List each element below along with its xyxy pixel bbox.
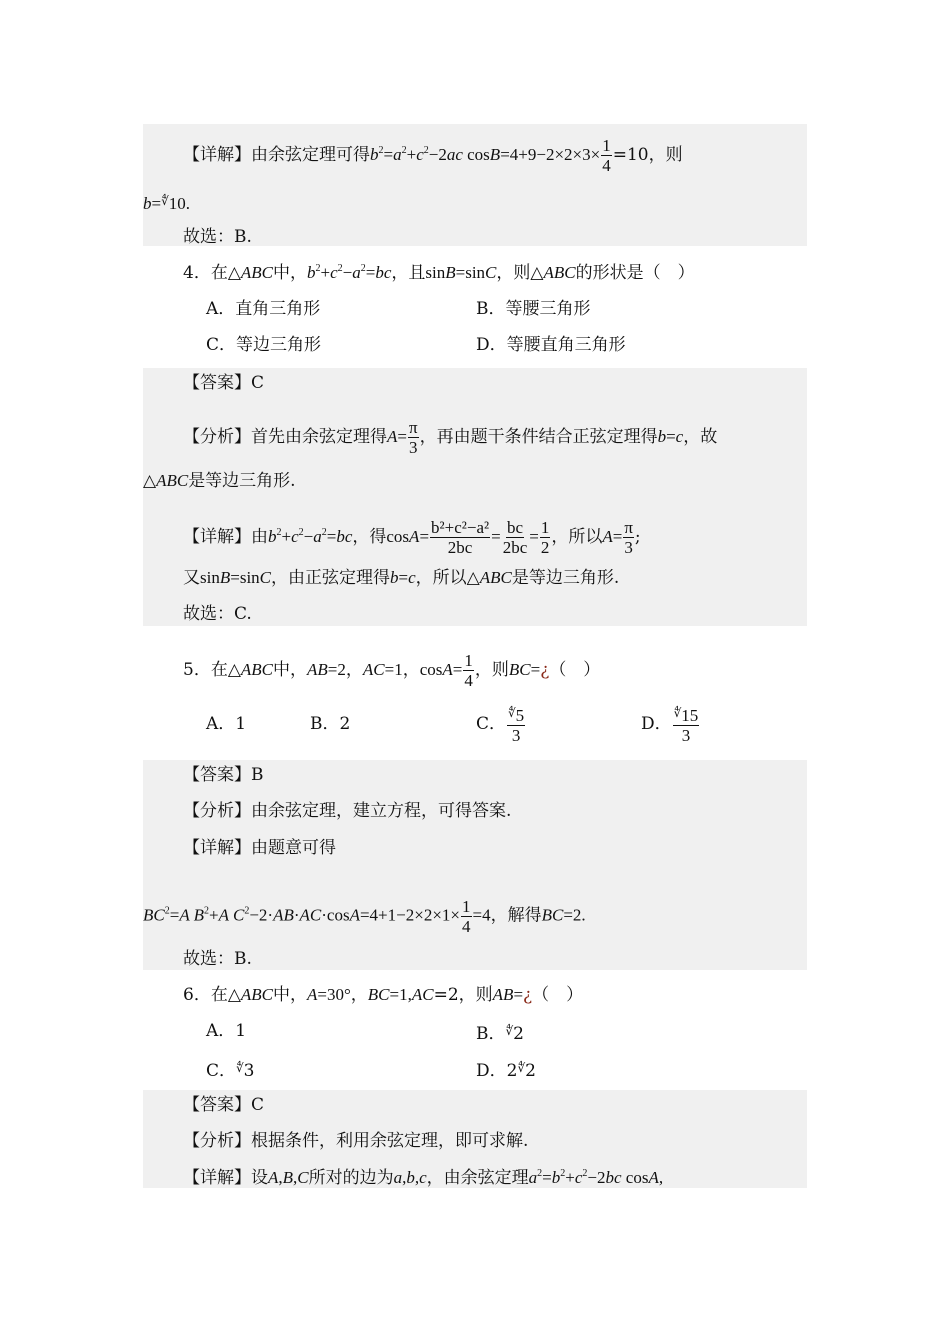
solution-band-q5: [143, 760, 807, 970]
q4-option-b[interactable]: B．等腰三角形: [476, 299, 591, 319]
q4-answer-value: C: [251, 373, 265, 393]
q5-option-d[interactable]: D． $\frac{^∜15}{3}$: [641, 706, 699, 745]
q3-b-value: 10: [168, 194, 186, 213]
q4-option-a[interactable]: A．直角三角形: [206, 299, 321, 319]
q6-answer: 【答案】C: [183, 1095, 265, 1115]
q5-quarter-fraction: $\frac{1}{4}$: [464, 651, 473, 690]
q4-pi-fraction: $\frac{\pi}{3}$: [408, 418, 418, 457]
q4-analysis-line2: △ABC是等边三角形.: [143, 471, 296, 491]
q6-analysis: 【分析】根据条件，利用余弦定理，即可求解.: [183, 1131, 529, 1151]
q6-option-a[interactable]: A．1: [206, 1021, 247, 1041]
q4-option-d[interactable]: D．等腰直角三角形: [476, 335, 626, 355]
q5-formula: $BC^2=A$ $B^2+A$ $C^2-2\cdot AB\cdot AC\cdot\cos A=4+1-2\times 2\times 1\times$ $\frac{1}{4}$ =4，解得BC=2.: [143, 897, 586, 936]
q5-choose: 故选：B.: [183, 949, 252, 969]
radical-icon: ∜: [673, 706, 682, 720]
q4-pi-fraction-2: $\frac{\pi}{3}$: [624, 518, 633, 557]
q4-detail-line2: 又sinB=sinC，由正弦定理得b=c，所以△ABC是等边三角形.: [183, 568, 620, 588]
q6-answer-value: C: [251, 1095, 265, 1115]
q4-answer: 【答案】C: [183, 373, 265, 393]
q6-option-d[interactable]: D．2∜2: [476, 1061, 536, 1081]
q5-option-a[interactable]: A．1: [206, 714, 247, 734]
q3-choose: 故选：B.: [183, 227, 252, 247]
q5-option-c[interactable]: C． $\frac{^∜5}{3}$: [476, 706, 525, 745]
q3-result: =10，则: [612, 145, 683, 165]
q4-choose: 故选：C.: [183, 604, 252, 624]
q4-detail: 【详解】由$b^2+c^2-a^2=bc$，得cosA= $\frac{\text{b²+c²−a²}}{2bc}$ = $\frac{bc}{2bc}$ = $\frac{1}{2}$ ，所以A= $\frac{\pi}{3}$ ;: [183, 518, 641, 557]
q3-detail-line: [183, 136, 683, 175]
q6-option-c[interactable]: C．∜3: [206, 1061, 255, 1081]
q5-garbled-char: ¿: [540, 660, 550, 680]
q6-stem: 6．在△ABC中，A=30°，BC=1,AC=2，则AB=¿（ ）: [183, 985, 584, 1005]
q4-stem: 4．在△ABC中，$b^2+c^2-a^2=bc$，且sinB=sinC，则△ABC的形状是（ ）: [183, 263, 695, 283]
q4-option-c[interactable]: C．等边三角形: [206, 335, 322, 355]
q5-detail: 【详解】由题意可得: [183, 838, 336, 858]
radical-icon: ∜: [236, 1061, 244, 1075]
q5-analysis: 【分析】由余弦定理，建立方程，可得答案.: [183, 801, 512, 821]
q5-quarter-fraction-2: $\frac{1}{4}$: [462, 897, 471, 936]
q4-bc-fraction: $\frac{bc}{2bc}$: [502, 518, 528, 557]
radical-icon: ∜: [517, 1061, 526, 1075]
q6-option-b[interactable]: B．∜2: [476, 1024, 524, 1044]
radical-icon: ∜: [505, 1024, 514, 1038]
q4-analysis: 【分析】首先由余弦定理得A= $\frac{\pi}{3}$ ，再由题干条件结合正弦定理得b=c，故: [183, 418, 718, 457]
q6-detail: 【详解】设A,B,C所对的边为a,b,c，由余弦定理$a^2=b^2+c^2-2bc$ cosA,: [183, 1168, 664, 1188]
q3-formula-tail: =4+9−2×2×3×: [500, 145, 601, 164]
q5-answer-value: B: [251, 765, 264, 785]
q3-fraction: $\frac{1}{4}$: [602, 136, 611, 175]
q3-detail-text: 由余弦定理可得: [251, 145, 370, 165]
q3-detail-label: 【详解】: [183, 145, 251, 165]
q6-garbled-char: ¿: [523, 985, 533, 1005]
q5-option-b[interactable]: B．2: [310, 714, 351, 734]
q5-answer: 【答案】B: [183, 765, 264, 785]
radical-icon: ∜: [161, 194, 169, 208]
q3-b-value-line: b=∜10.: [143, 194, 190, 213]
q4-half-fraction: $\frac{1}{2}$: [540, 518, 550, 557]
radical-icon: ∜: [508, 706, 516, 720]
q5-stem: 5．在△ABC中，AB=2，AC=1，cosA= $\frac{1}{4}$ ，则BC=¿（ ）: [183, 651, 601, 690]
q3-formula: $b^2=a^2+c^2-2ac$ cosB: [370, 145, 501, 164]
q4-cos-fraction: $\frac{\text{b²+c²−a²}}{2bc}$: [431, 518, 490, 557]
